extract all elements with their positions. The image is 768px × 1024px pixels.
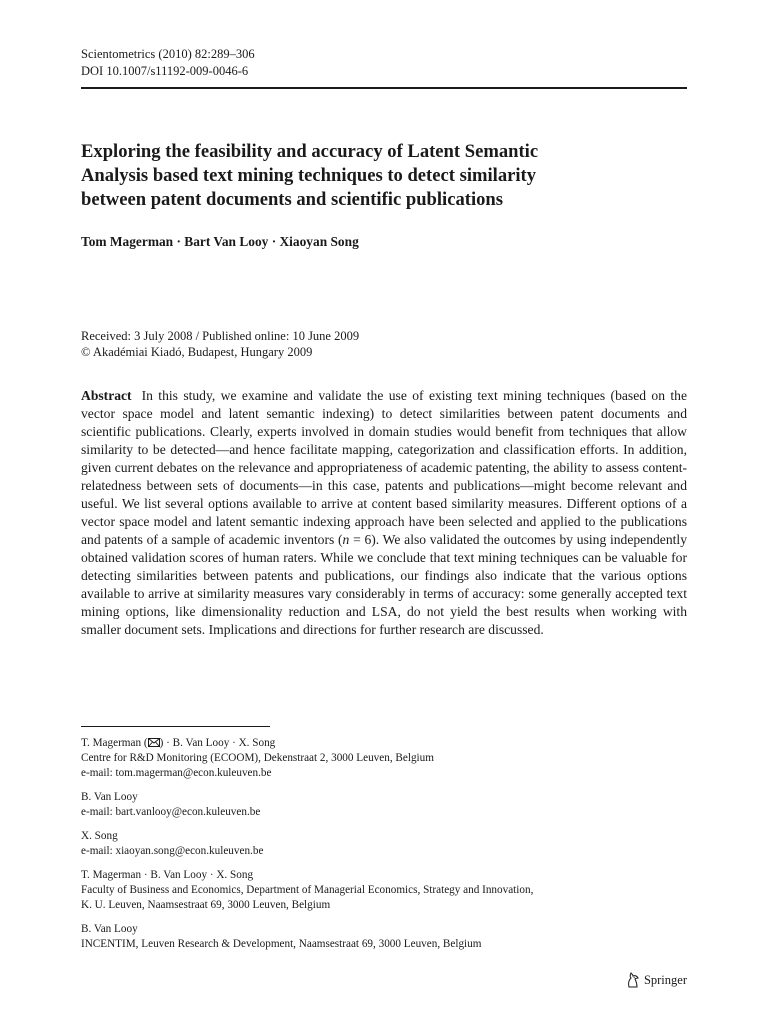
footnote-block-1	[81, 736, 687, 781]
footnote-authors-line: T. Magerman · B. Van Looy · X. Song	[81, 869, 254, 881]
footnote-email[interactable]: e-mail: tom.magerman@econ.kuleuven.be	[81, 767, 272, 779]
received-published: Received: 3 July 2008 / Published online: 10 June 2009	[81, 329, 360, 343]
footnote-block-4	[81, 868, 687, 913]
publisher-logo	[626, 972, 687, 988]
author-list: Tom Magerman · Bart Van Looy · Xiaoyan Song	[81, 234, 359, 249]
footnote-email[interactable]: e-mail: bart.vanlooy@econ.kuleuven.be	[81, 806, 261, 818]
journal-header	[81, 46, 255, 80]
title-line-3: between patent documents and scientific publications	[81, 189, 503, 210]
footnote-affiliation: Faculty of Business and Economics, Department of Managerial Economics, Strategy and Innovation,	[81, 884, 534, 896]
copyright: © Akadémiai Kiadó, Budapest, Hungary 2009	[81, 345, 313, 359]
abstract	[81, 387, 687, 639]
springer-horse-icon	[626, 972, 640, 988]
affiliation-footnotes	[81, 736, 687, 961]
footnote-block-2	[81, 790, 687, 820]
footnote-author: B. Van Looy	[81, 791, 138, 803]
footnote-authors-line: T. Magerman ( ) · B. Van Looy · X. Song	[81, 737, 276, 749]
footnote-block-3	[81, 829, 687, 859]
title-line-1: Exploring the feasibility and accuracy of Latent Semantic	[81, 141, 539, 162]
paper-title	[81, 140, 687, 212]
journal-citation: Scientometrics (2010) 82:289–306	[81, 47, 255, 61]
footnote-block-5	[81, 922, 687, 952]
footnote-author: X. Song	[81, 830, 118, 842]
footnote-address: K. U. Leuven, Naamsestraat 69, 3000 Leuven, Belgium	[81, 899, 331, 911]
footnote-affiliation: Centre for R&D Monitoring (ECOOM), Dekenstraat 2, 3000 Leuven, Belgium	[81, 752, 434, 764]
publication-dates	[81, 328, 359, 360]
header-rule	[81, 87, 687, 89]
abstract-text-part1: In this study, we examine and validate the use of existing text mining techniques (based on the vector space model and latent semantic indexing) to detect similarities between patent documents and scientific publications. Clearly, experts involved in domain studies would benefit from techniques that allow similarity to be detected—and hence facilitate mapping, categorization and classification efforts. In addition, given current debates on the relevance and appropriateness of academic patenting, the ability to assess content-relatedness between sets of documents—in this case, patents and publications—might become relevant and useful. We list several options available to arrive at content based similarity measures. Different options of a vector space model and latent semantic indexing approach have been selected and applied to the publications and patents of a sample of academic inventors (	[81, 388, 687, 547]
envelope-icon[interactable]	[148, 738, 160, 747]
title-line-2: Analysis based text mining techniques to detect similarity	[81, 165, 537, 186]
footnote-author: B. Van Looy	[81, 923, 138, 935]
footnote-affiliation: INCENTIM, Leuven Research & Development, Naamsestraat 69, 3000 Leuven, Belgium	[81, 938, 482, 950]
doi[interactable]: DOI 10.1007/s11192-009-0046-6	[81, 64, 249, 78]
publisher-name: Springer	[643, 972, 687, 987]
abstract-n-equals: = 6	[349, 532, 372, 547]
footnote-rule	[81, 726, 270, 727]
abstract-n-variable: n	[342, 532, 350, 547]
abstract-label: Abstract	[81, 388, 132, 403]
footnote-email[interactable]: e-mail: xiaoyan.song@econ.kuleuven.be	[81, 845, 264, 857]
abstract-text-part2: ). We also validated the outcomes by using independently obtained validation scores of human raters. While we conclude that text mining techniques can be valuable for detecting similarities between patents and publications, our findings also indicate that the various options available to arrive at similarity measures vary considerably in terms of accuracy: some generally accepted text mining options, like dimensionality reduction and LSA, do not yield the best results when working with smaller document sets. Implications and directions for further research are discussed.	[81, 532, 687, 637]
